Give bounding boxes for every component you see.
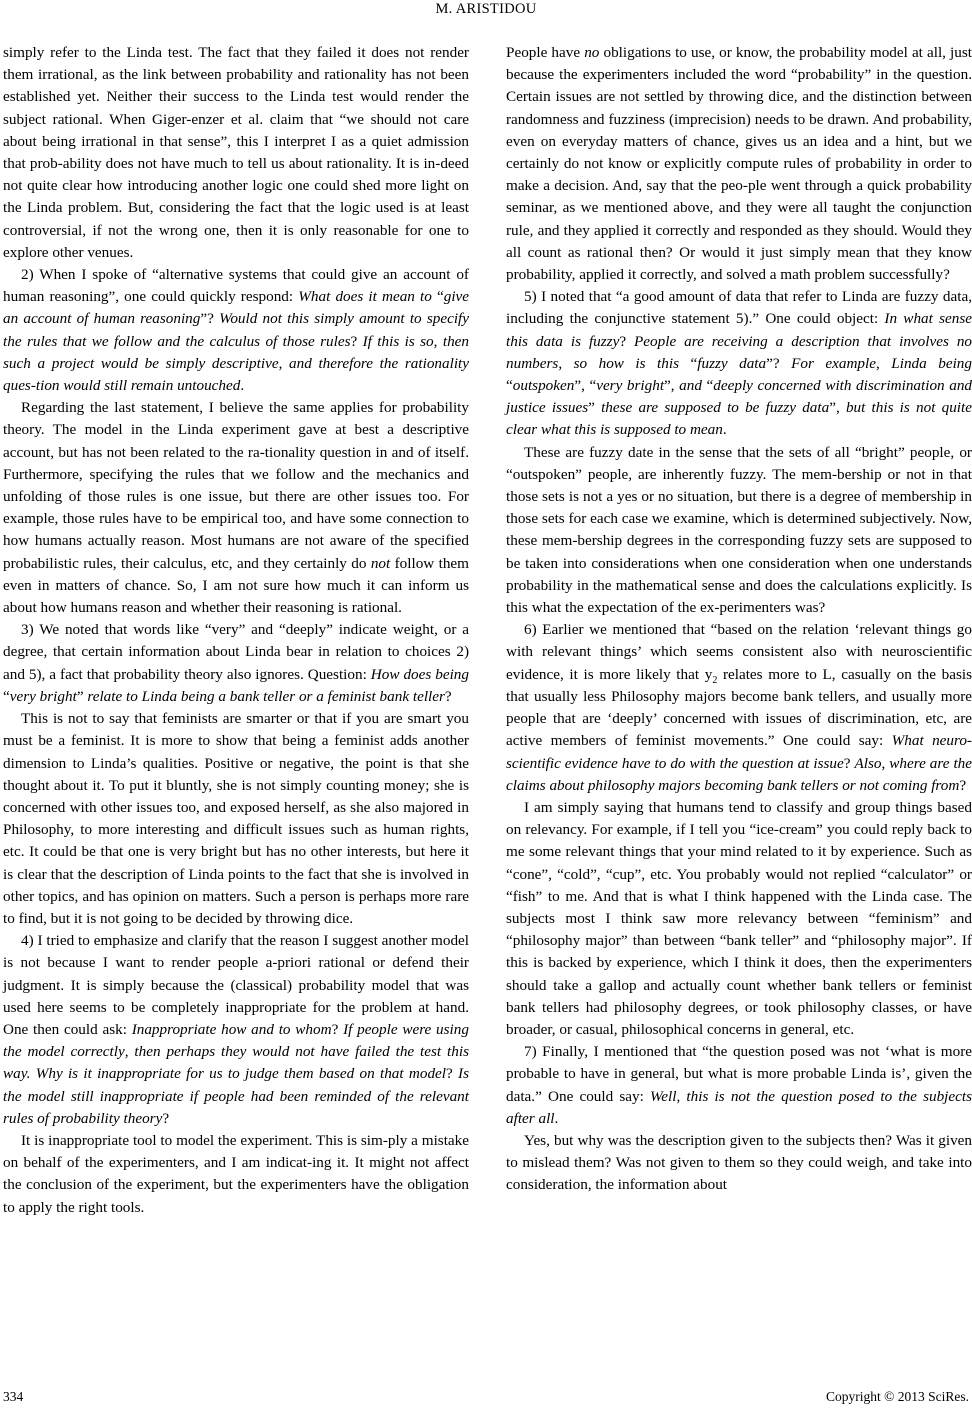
paragraph: Yes, but why was the description given to the subjects then? Was it given to mislead them? Was not given to them so they could weigh, and take into consideration, the information about	[506, 1131, 972, 1194]
paragraph: simply refer to the Linda test. The fact that they failed it does not render them irrational, as the link between probability and rationality has not been established yet. Neither their success to the Linda test would render the subject rational. When Giger-enzer et al. claim that “we should not care about being irrational in that sense”, this I interpret I as a quiet admission that prob-ability does not have much to tell us about rationality. It is in-deed not quite clear how introducing another logic one could shed more light on the Linda problem. But, considering the fact that the logic used is at least controversial, if not the wrong one, then it is only reasonable for one to explore other venues.	[3, 44, 469, 261]
paragraph: 3) We noted that words like “very” and “deeply” indicate weight, or a degree, that certain information about Linda bear in relation to choices 2) and 5), a fact that probability theory also ignores. Question: How does being “very bright” relate to Linda being a bank teller or a feminist bank teller?	[3, 621, 469, 705]
paragraph: Regarding the last statement, I believe the same applies for probability theory. The model in the Linda experiment gave at best a descriptive account, but has not been related to the ra-tionality question in and of itself. Furthermore, specifying the rules that we follow and the mechanics and unfolding of those rules is one issue, but there are other issues too. For example, those rules have to be empirical too, and have some connection to how humans actually reason. Most humans are not aware of the specified probabilistic rules, their calculus, etc, and they certainly do not follow them even in matters of chance. So, I am not sure how much it can inform us about how humans reason and whether their reasoning is rational.	[3, 399, 469, 617]
copyright-notice: Copyright © 2013 SciRes.	[825, 1389, 969, 1404]
right-column	[506, 42, 972, 1197]
paragraph: People have no obligations to use, or know, the probability model at all, just because the experimenters included the word “probability” in the question. Certain issues are not settled by throwing dice, and the distinction between randomness and fuzziness (imprecision) needs to be drawn. And probability, even on everyday matters of chance, gives us an idea and a hint, but we certainly do not know or explicitly compute rules of probability in order to make a decision. And, say that the peo-ple went through a quick probability seminar, as we mentioned above, and they were all taught the conjunction rule, and they applied it correctly and responded as they should. Would they all count as rational then? Or would it just simply mean that they know probability, applied it correctly, and solved a math problem successfully?	[506, 44, 972, 284]
paragraph: 2) When I spoke of “alternative systems that could give an account of human reasoning”, one could quickly respond: What does it mean to “give an account of human reasoning”? Would not this simply amount to specify the rules that we follow and the calculus of those rules? If this is so, then such a project would be simply descriptive, and therefore the rationality ques-tion would still remain untouched.	[3, 266, 470, 395]
paragraph: 5) I noted that “a good amount of data that refer to Linda are fuzzy data, including the conjunctive statement 5).” One could object: In what sense this data is fuzzy? People are receiving a description that involves no numbers, so how is this “fuzzy data”? For example, Linda being “outspoken”, “very bright”, and “deeply concerned with discrimination and justice issues” these are supposed to be fuzzy data”, but this is not quite clear what this is supposed to mean.	[506, 288, 972, 439]
paragraph: These are fuzzy date in the sense that the sets of all “bright” people, or “outspoken” people, are inherently fuzzy. The mem-bership or not in that those sets is not a yes or no situation, but there is a degree of membership in those sets for each case we examine, which is determined subjectively. Now, these mem-bership degrees in the corresponding fuzzy sets are supposed to be taken into considerations when one consideration when one understands probability in the mathematical sense and does the calculations explicitly. Is this what the expectation of the ex-perimenters was?	[506, 443, 972, 617]
paragraph: 4) I tried to emphasize and clarify that the reason I suggest another model is not because I want to render people a-priori rational or defend their judgment. It is simply because the (classical) probability model that was used here seems to be completely inappropriate for the problem at hand. One then could ask: Inappropriate how and to whom? If people were using the model correctly, then perhaps they would not have failed the test this way. Why is it inappropriate for us to judge them based on that model? Is the model still inappropriate if people had been reminded of the relevant rules of probability theory?	[3, 932, 469, 1127]
paragraph: This is not to say that feminists are smarter or that if you are smart you must be a feminist. It is more to show that being a feminist adds another dimension to Linda’s qualities. Positive or negative, the point is that she thought about it. To put it bluntly, she is not simply counting money; she is concerned with other issues too, and exposed herself, as she also majored in Philosophy, to more interesting and difficult issues such as human rights, etc. It could be that one is very bright but has no other interests, but here it is clear that the description of Linda points to the fact that she is involved in other topics, and has opinion on matters. Such a person is perhaps more rare to find, but it is not going to be decided by throwing dice.	[3, 710, 469, 927]
paragraph: 6) Earlier we mentioned that “based on the relation ‘relevant things go with relevant things’ which seems consistent also with neuroscientific evidence, it is more likely that $y_2$ relates more to L, casually on the basis that usually less Philosophy majors become bank tellers, and usually more people that are ‘deeply’ concerned with issues of discrimination, etc, are active members of feminist movements.” One could say: What neuro-scientific evidence have to do with the question at issue? Also, where are the claims about philosophy majors becoming bank tellers or not coming from?	[506, 621, 972, 794]
page-number: 334	[3, 1389, 24, 1404]
running-head: M. ARISTIDOU	[435, 1, 537, 17]
paragraph: I am simply saying that humans tend to classify and group things based on relevancy. For example, if I tell you “ice-cream” you could reply back to me some relevant things that your mind related to it by experience. Such as “cone”, “cold”, “cup”, etc. You probably would not replied “calculator” or “fish” to me. And that is what I think happened with the Linda case. The subjects most I think saw more relevancy between “feminism” and “philosophy major” than between “bank teller” and “philosophy major”. If this is backed by experience, which I think it does, then the experimenters should take a gallop and actually count whether bank tellers or feminist bank tellers had philosophy degrees, or took philosophy classes, or have broader, or casual, philosophical concerns in general, etc.	[506, 798, 972, 1038]
left-column	[3, 42, 469, 1219]
paragraph: 7) Finally, I mentioned that “the question posed was not ‘what is more probable to have in general, but what is more probable Linda is’, given the data.” One could say: Well, this is not the question posed to the subjects after all.	[506, 1043, 972, 1127]
paragraph: It is inappropriate tool to model the experiment. This is sim-ply a mistake on behalf of the experimenters, and I am indicat-ing it. It might not affect the conclusion of the experiment, but the experimenters have the obligation to apply the right tools.	[3, 1131, 469, 1216]
